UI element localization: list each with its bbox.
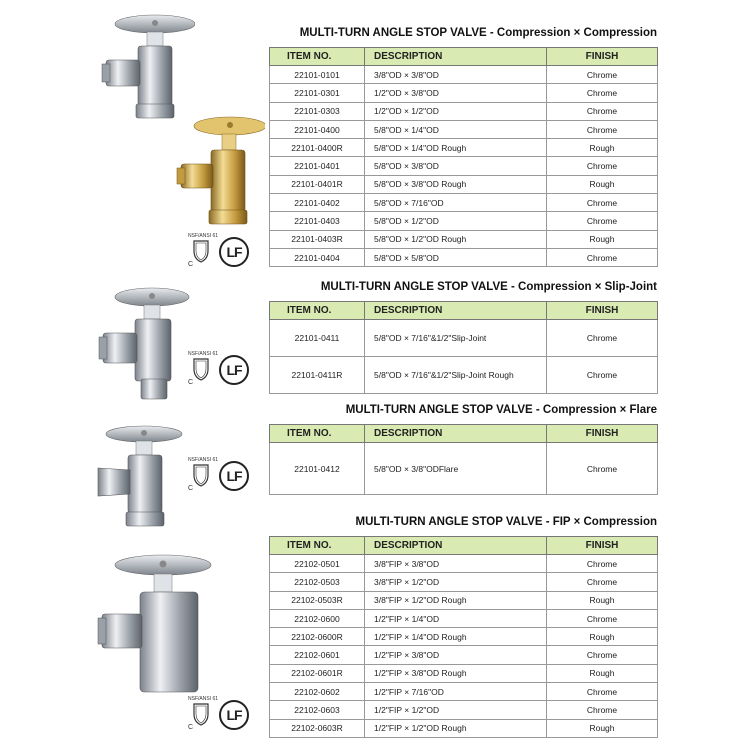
table-row xyxy=(270,120,658,138)
table-header-row xyxy=(270,48,658,66)
nsf-label: NSF/ANSI 61 xyxy=(188,696,219,702)
description-cell: 5/8"OD × 1/2"OD Rough xyxy=(365,230,547,248)
header-finish: FINISH xyxy=(547,425,658,443)
lf-mark-icon xyxy=(219,237,249,267)
section-title: MULTI-TURN ANGLE STOP VALVE - FIP × Compression xyxy=(355,516,657,528)
description-cell: 5/8"OD × 7/16"OD xyxy=(365,194,547,212)
finish-cell: Chrome xyxy=(547,66,658,84)
finish-cell: Chrome xyxy=(547,320,658,357)
table-row xyxy=(270,609,658,627)
c-mark: C xyxy=(188,379,194,386)
table-row xyxy=(270,591,658,609)
chrome-valve-image xyxy=(100,10,195,125)
table-row xyxy=(270,194,658,212)
table-row xyxy=(270,628,658,646)
item-no-cell: 22101-0303 xyxy=(270,102,365,120)
certification-marks xyxy=(188,696,258,738)
finish-cell: Chrome xyxy=(547,683,658,701)
spec-table xyxy=(269,47,658,267)
lf-mark-icon xyxy=(219,461,249,491)
section-compression-slip-joint xyxy=(0,275,750,405)
finish-cell: Chrome xyxy=(547,212,658,230)
item-no-cell: 22102-0601R xyxy=(270,664,365,682)
spec-table xyxy=(269,301,658,394)
table-row xyxy=(270,719,658,737)
item-no-cell: 22101-0412 xyxy=(270,443,365,495)
lf-mark-icon xyxy=(219,355,249,385)
description-cell: 5/8"OD × 5/8"OD xyxy=(365,248,547,266)
finish-cell: Chrome xyxy=(547,120,658,138)
table-row xyxy=(270,664,658,682)
section-title: MULTI-TURN ANGLE STOP VALVE - Compression × Compression xyxy=(299,27,657,39)
finish-cell: Chrome xyxy=(547,194,658,212)
nsf-label: NSF/ANSI 61 xyxy=(188,351,219,357)
section-fip-compression xyxy=(0,510,750,750)
item-no-cell: 22102-0602 xyxy=(270,683,365,701)
brass-valve-image xyxy=(175,110,265,230)
item-no-cell: 22101-0403R xyxy=(270,230,365,248)
description-cell: 1/2"OD × 3/8"OD xyxy=(365,84,547,102)
lf-mark-label: LF xyxy=(226,468,242,484)
spec-table xyxy=(269,424,658,495)
table-row xyxy=(270,573,658,591)
item-no-cell: 22102-0600 xyxy=(270,609,365,627)
description-cell: 1/2"FIP × 1/2"OD xyxy=(365,701,547,719)
header-finish: FINISH xyxy=(547,537,658,555)
description-cell: 5/8"OD × 3/8"OD Rough xyxy=(365,175,547,193)
nsf-label: NSF/ANSI 61 xyxy=(188,233,219,239)
finish-cell: Rough xyxy=(547,230,658,248)
header-item-no: ITEM NO. xyxy=(270,48,365,66)
certification-marks xyxy=(188,351,258,393)
item-no-cell: 22102-0503 xyxy=(270,573,365,591)
lf-mark-label: LF xyxy=(226,244,242,260)
finish-cell: Rough xyxy=(547,175,658,193)
table-row xyxy=(270,357,658,394)
certification-marks xyxy=(188,457,258,499)
header-finish: FINISH xyxy=(547,302,658,320)
finish-cell: Chrome xyxy=(547,443,658,495)
table-row xyxy=(270,102,658,120)
description-cell: 1/2"FIP × 3/8"OD xyxy=(365,646,547,664)
description-cell: 3/8"FIP × 1/2"OD Rough xyxy=(365,591,547,609)
item-no-cell: 22101-0411R xyxy=(270,357,365,394)
description-cell: 3/8"OD × 3/8"OD xyxy=(365,66,547,84)
table-row xyxy=(270,683,658,701)
finish-cell: Rough xyxy=(547,591,658,609)
nsf-label: NSF/ANSI 61 xyxy=(188,457,219,463)
item-no-cell: 22101-0401R xyxy=(270,175,365,193)
item-no-cell: 22102-0600R xyxy=(270,628,365,646)
table-row xyxy=(270,320,658,357)
item-no-cell: 22102-0503R xyxy=(270,591,365,609)
header-description: DESCRIPTION xyxy=(365,537,547,555)
item-no-cell: 22101-0400R xyxy=(270,139,365,157)
description-cell: 3/8"FIP × 3/8"OD xyxy=(365,555,547,573)
spec-table xyxy=(269,536,658,738)
table-row xyxy=(270,175,658,193)
upc-shield-icon xyxy=(192,357,210,381)
finish-cell: Chrome xyxy=(547,555,658,573)
chrome-valve-image xyxy=(96,550,219,702)
table-header-row xyxy=(270,302,658,320)
description-cell: 5/8"OD × 3/8"OD xyxy=(365,157,547,175)
item-no-cell: 22101-0401 xyxy=(270,157,365,175)
finish-cell: Rough xyxy=(547,139,658,157)
finish-cell: Chrome xyxy=(547,609,658,627)
lf-mark-label: LF xyxy=(226,362,242,378)
item-no-cell: 22101-0404 xyxy=(270,248,365,266)
description-cell: 5/8"OD × 1/4"OD xyxy=(365,120,547,138)
finish-cell: Chrome xyxy=(547,157,658,175)
header-item-no: ITEM NO. xyxy=(270,537,365,555)
finish-cell: Chrome xyxy=(547,646,658,664)
finish-cell: Chrome xyxy=(547,357,658,394)
description-cell: 1/2"FIP × 1/4"OD Rough xyxy=(365,628,547,646)
lf-mark-label: LF xyxy=(226,707,242,723)
upc-shield-icon xyxy=(192,463,210,487)
item-no-cell: 22101-0403 xyxy=(270,212,365,230)
finish-cell: Chrome xyxy=(547,573,658,591)
certification-marks xyxy=(188,233,258,275)
description-cell: 1/2"FIP × 3/8"OD Rough xyxy=(365,664,547,682)
section-title: MULTI-TURN ANGLE STOP VALVE - Compression × Flare xyxy=(345,404,657,416)
lf-mark-icon xyxy=(219,700,249,730)
section-compression-flare xyxy=(0,400,750,510)
description-cell: 5/8"OD × 3/8"ODFlare xyxy=(365,443,547,495)
description-cell: 1/2"FIP × 1/2"OD Rough xyxy=(365,719,547,737)
description-cell: 1/2"FIP × 7/16"OD xyxy=(365,683,547,701)
finish-cell: Rough xyxy=(547,719,658,737)
table-row xyxy=(270,248,658,266)
c-mark: C xyxy=(188,724,194,731)
item-no-cell: 22102-0603 xyxy=(270,701,365,719)
finish-cell: Rough xyxy=(547,664,658,682)
description-cell: 5/8"OD × 1/4"OD Rough xyxy=(365,139,547,157)
description-cell: 5/8"OD × 7/16"&1/2"Slip-Joint Rough xyxy=(365,357,547,394)
item-no-cell: 22102-0501 xyxy=(270,555,365,573)
finish-cell: Rough xyxy=(547,628,658,646)
table-row xyxy=(270,84,658,102)
header-item-no: ITEM NO. xyxy=(270,302,365,320)
table-row xyxy=(270,443,658,495)
description-cell: 1/2"FIP × 1/4"OD xyxy=(365,609,547,627)
table-row xyxy=(270,66,658,84)
description-cell: 5/8"OD × 7/16"&1/2"Slip-Joint xyxy=(365,320,547,357)
upc-shield-icon xyxy=(192,239,210,263)
item-no-cell: 22101-0402 xyxy=(270,194,365,212)
header-description: DESCRIPTION xyxy=(365,48,547,66)
description-cell: 3/8"FIP × 1/2"OD xyxy=(365,573,547,591)
chrome-valve-image xyxy=(95,283,190,403)
item-no-cell: 22101-0411 xyxy=(270,320,365,357)
c-mark: C xyxy=(188,261,194,268)
header-item-no: ITEM NO. xyxy=(270,425,365,443)
table-row xyxy=(270,230,658,248)
item-no-cell: 22101-0301 xyxy=(270,84,365,102)
table-row xyxy=(270,139,658,157)
description-cell: 5/8"OD × 1/2"OD xyxy=(365,212,547,230)
finish-cell: Chrome xyxy=(547,84,658,102)
finish-cell: Chrome xyxy=(547,248,658,266)
header-finish: FINISH xyxy=(547,48,658,66)
section-compression-compression xyxy=(0,0,750,275)
table-row xyxy=(270,646,658,664)
header-description: DESCRIPTION xyxy=(365,302,547,320)
finish-cell: Chrome xyxy=(547,102,658,120)
table-row xyxy=(270,701,658,719)
table-row xyxy=(270,212,658,230)
item-no-cell: 22101-0400 xyxy=(270,120,365,138)
description-cell: 1/2"OD × 1/2"OD xyxy=(365,102,547,120)
section-title: MULTI-TURN ANGLE STOP VALVE - Compression × Slip-Joint xyxy=(320,281,657,293)
item-no-cell: 22101-0101 xyxy=(270,66,365,84)
table-row xyxy=(270,157,658,175)
table-header-row xyxy=(270,425,658,443)
c-mark: C xyxy=(188,485,194,492)
item-no-cell: 22102-0603R xyxy=(270,719,365,737)
table-header-row xyxy=(270,537,658,555)
item-no-cell: 22102-0601 xyxy=(270,646,365,664)
header-description: DESCRIPTION xyxy=(365,425,547,443)
table-row xyxy=(270,555,658,573)
upc-shield-icon xyxy=(192,702,210,726)
finish-cell: Chrome xyxy=(547,701,658,719)
